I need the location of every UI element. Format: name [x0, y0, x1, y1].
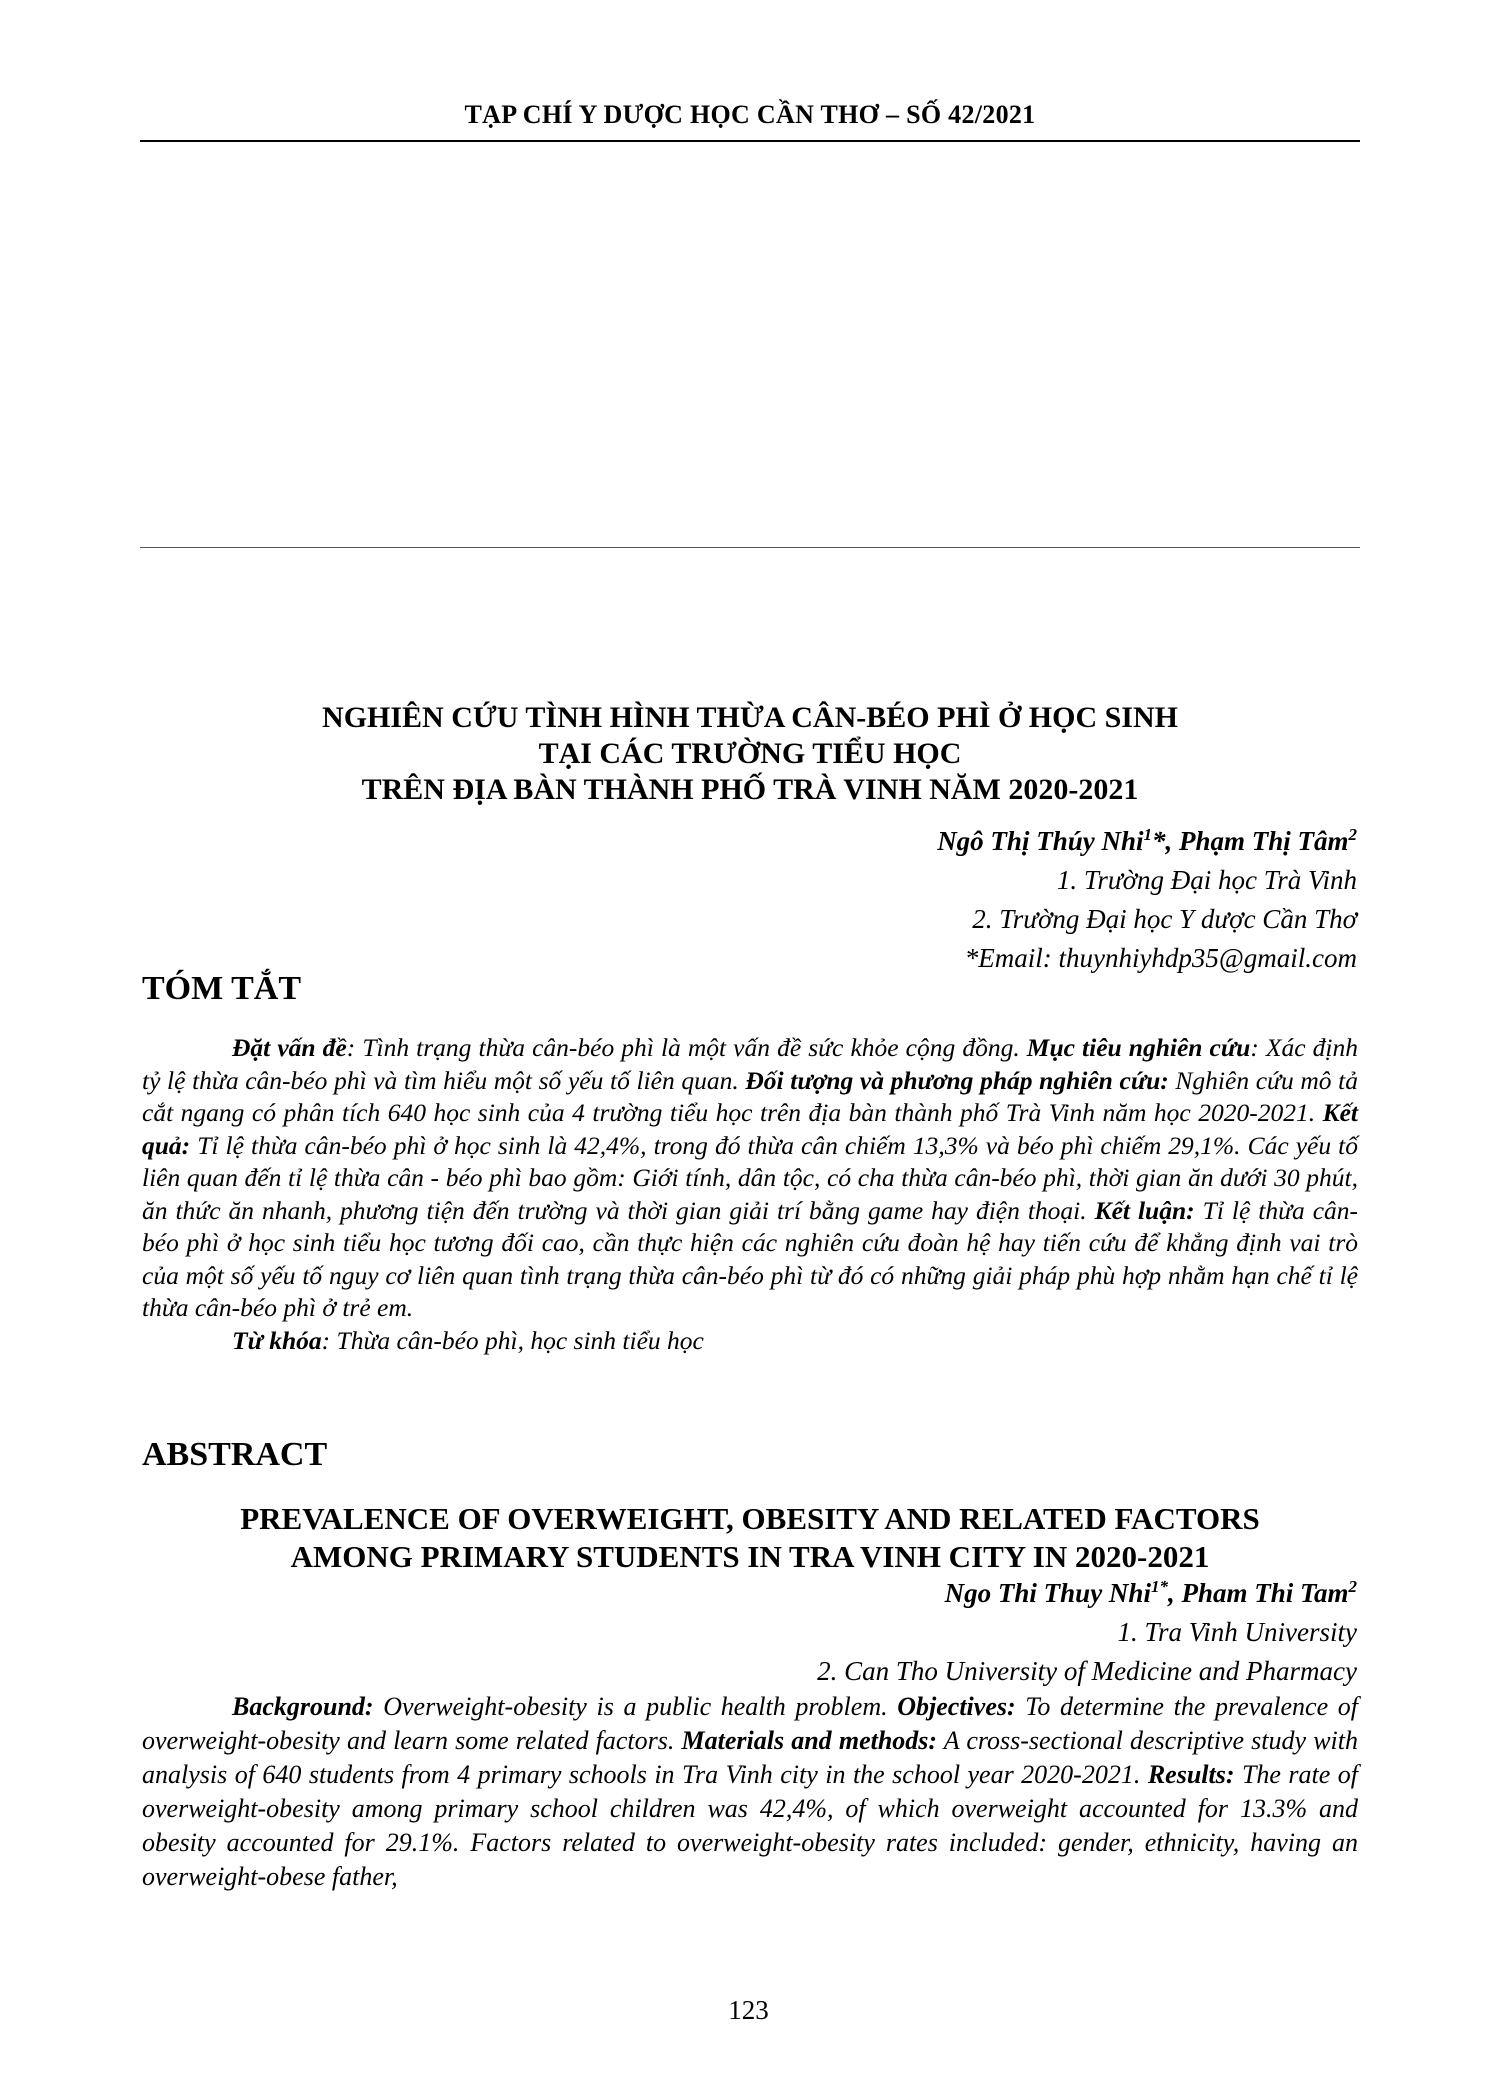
section-divider — [140, 547, 1360, 548]
keywords-label: Từ khóa — [232, 1325, 322, 1355]
author-block-vi — [937, 822, 1357, 978]
keywords-text: Thừa cân-béo phì, học sinh tiểu học — [336, 1325, 704, 1355]
title-line: PREVALENCE OF OVERWEIGHT, OBESITY AND RELATED FACTORS — [240, 1501, 1260, 1536]
conclusion-label: Kết luận: — [1094, 1195, 1195, 1225]
summary-body-vi — [142, 1032, 1358, 1357]
results-text: The rate of overweight-obesity among primary school children was 42,4%, of which overweight accounted for 13.3% and obesity accounted for 29.1%. Factors related to overweight-obesity rates included: gender, ethnicity, having an overweight-obese father, — [142, 1760, 1358, 1891]
title-line: AMONG PRIMARY STUDENTS IN TRA VINH CITY IN 2020-2021 — [290, 1539, 1210, 1574]
title-line: NGHIÊN CỨU TÌNH HÌNH THỪA CÂN-BÉO PHÌ Ở HỌC SINH — [322, 701, 1178, 734]
affiliation: 1. Tra Vinh University — [1117, 1617, 1357, 1647]
methods-text: A cross-sectional descriptive study with analysis of 640 students from 4 primary schools in Tra Vinh city in the school year 2020-2021. — [142, 1726, 1359, 1789]
label-colon: : — [346, 1033, 363, 1062]
background-label: Đặt vấn đề — [232, 1033, 347, 1062]
results-label: Results: — [1147, 1760, 1235, 1789]
label-colon: : — [1250, 1033, 1266, 1062]
affiliation: 2. Trường Đại học Y dược Cần Thơ — [972, 904, 1357, 934]
objective-text: Xác định tỷ lệ thừa cân-béo phì và tìm hiểu một số yếu tố liên quan. — [142, 1033, 1358, 1095]
methods-label: Đối tượng và phương pháp nghiên cứu: — [745, 1065, 1169, 1095]
background-text: Overweight-obesity is a public health problem. — [373, 1692, 898, 1721]
results-label: Kết quả: — [142, 1098, 1358, 1160]
author-name: Pham Thi Tam — [1181, 1578, 1349, 1608]
article-title-en — [140, 1500, 1360, 1576]
objective-label: Mục tiêu nghiên cứu — [1026, 1033, 1251, 1062]
abstract-heading: ABSTRACT — [142, 1436, 328, 1473]
affiliation-marker: 2 — [1348, 825, 1357, 844]
title-line: TẠI CÁC TRƯỜNG TIỂU HỌC — [538, 737, 962, 770]
methods-text: Nghiên cứu mô tả cắt ngang có phân tích 640 học sinh của 4 trường tiểu học trên địa bàn thành phố Trà Vinh năm học 2020-2021. — [142, 1065, 1359, 1127]
conclusion-text: Tỉ lệ thừa cân-béo phì ở học sinh tiểu học tương đối cao, cần thực hiện các nghiên cứu đoàn hệ hay tiến cứu để khẳng định vai trò của một số yếu tố nguy cơ liên quan tình trạng thừa cân-béo phì từ đó có những giải pháp phù hợp nhằm hạn chế tỉ lệ thừa cân-béo phì ở trẻ em. — [142, 1195, 1358, 1322]
summary-heading: TÓM TẮT — [142, 970, 302, 1007]
summary-paragraph — [142, 1032, 1358, 1325]
objective-text: To determine the prevalence of overweight-obesity and learn some related factors. — [142, 1692, 1358, 1755]
header-rule — [140, 140, 1360, 142]
author-names — [937, 822, 1357, 861]
author-name: Ngo Thi Thuy Nhi — [944, 1578, 1151, 1608]
label-colon: : — [321, 1325, 337, 1355]
affiliation: 2. Can Tho University of Medicine and Pharmacy — [817, 1656, 1357, 1686]
affiliation-marker: 1 — [1143, 825, 1152, 844]
keywords-line — [232, 1325, 1358, 1358]
abstract-body-en — [142, 1690, 1358, 1894]
affiliation: 1. Trường Đại học Trà Vinh — [1056, 865, 1357, 895]
abstract-paragraph — [142, 1690, 1358, 1894]
affiliation-marker: 1* — [1150, 1577, 1168, 1596]
contact-email[interactable]: *Email: thuynhiyhdp35@gmail.com — [964, 943, 1357, 973]
results-text: Tỉ lệ thừa cân-béo phì ở học sinh là 42,4%, trong đó thừa cân chiếm 13,3% và béo phì chiếm 29,1%. Các yếu tố liên quan đến tỉ lệ thừa cân - béo phì bao gồm: Giới tính, dân tộc, có cha thừa cân-béo phì, thời gian ăn dưới 30 phút, ăn thức ăn nhanh, phương tiện đến trường và thời gian giải trí bằng game hay điện thoại. — [142, 1130, 1358, 1225]
author-names — [817, 1574, 1357, 1613]
author-separator: , — [1165, 826, 1179, 856]
title-line: TRÊN ĐỊA BÀN THÀNH PHỐ TRÀ VINH NĂM 2020-2021 — [361, 773, 1139, 806]
running-head: TẠP CHÍ Y DƯỢC HỌC CẦN THƠ – SỐ 42/2021 — [464, 100, 1036, 129]
background-label: Background: — [232, 1692, 374, 1721]
author-name: Ngô Thị Thúy Nhi — [937, 826, 1144, 856]
objective-label: Objectives: — [897, 1692, 1016, 1721]
author-name: Phạm Thị Tâm — [1178, 826, 1349, 856]
background-text: Tình trạng thừa cân-béo phì là một vấn đề sức khỏe cộng đồng. — [362, 1033, 1027, 1062]
author-separator: , — [1167, 1578, 1182, 1608]
affiliation-marker: 2 — [1348, 1577, 1357, 1596]
methods-label: Materials and methods: — [681, 1726, 938, 1755]
article-title-vi — [140, 700, 1360, 808]
corresponding-marker: * — [1151, 826, 1166, 856]
page-number: 123 — [728, 1995, 769, 2025]
author-block-en — [817, 1574, 1357, 1691]
